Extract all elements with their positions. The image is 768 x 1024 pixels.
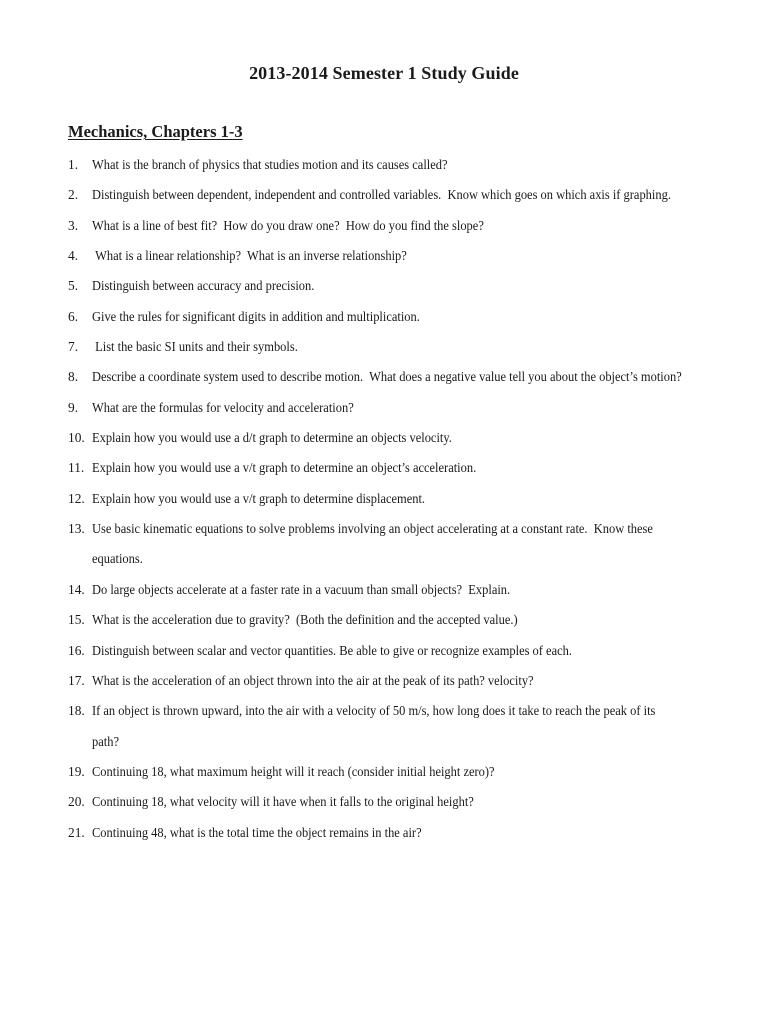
question-item [68,484,728,514]
question-text: What are the formulas for velocity and acceleration? [92,399,354,415]
question-item [68,757,728,787]
question-number: 18. [68,703,85,719]
question-item [68,787,728,817]
question-text: Explain how you would use a v/t graph to determine displacement. [92,490,426,506]
question-text: What is a linear relationship? What is an inverse relationship? [92,248,407,264]
question-number: 8. [68,369,79,385]
question-item [68,271,728,301]
question-item [68,605,728,635]
question-text: List the basic SI units and their symbols. [92,339,298,355]
question-number: 7. [68,339,79,355]
question-text: Distinguish between accuracy and precision. [92,278,315,294]
question-text: Use basic kinematic equations to solve problems involving an object accelerating at a constant rate. Know these equations. [92,521,657,567]
question-item [68,453,728,483]
question-number: 15. [68,612,85,628]
question-item [68,423,728,453]
question-number: 2. [68,187,79,203]
question-number: 9. [68,399,79,415]
question-item [68,636,728,666]
question-item [68,575,728,605]
question-number: 21. [68,824,85,840]
question-text: What is the acceleration due to gravity? (Both the definition and the accepted value.) [92,612,518,628]
question-number: 19. [68,763,85,779]
question-number: 20. [68,794,85,810]
question-item [68,332,728,362]
document-title: 2013-2014 Semester 1 Study Guide [249,63,519,83]
question-item [68,211,728,241]
question-text: What is the acceleration of an object thrown into the air at the peak of its path? velocity? [92,672,534,688]
question-item [68,666,728,696]
question-text: Give the rules for significant digits in addition and multiplication. [92,308,420,324]
question-item [68,818,728,848]
question-number: 1. [68,157,79,172]
question-number: 12. [68,490,85,506]
question-number: 5. [68,278,79,294]
question-item [68,362,728,392]
question-text: Describe a coordinate system used to describe motion. What does a negative value tell you about the object’s motion? [92,369,682,385]
question-text: What is a line of best fit? How do you draw one? How do you find the slope? [92,217,484,233]
question-text: Continuing 18, what velocity will it have when it falls to the original height? [92,794,474,810]
question-number: 16. [68,642,85,658]
question-text: If an object is thrown upward, into the air with a velocity of 50 m/s, how long does it take to reach the peak of its path? [92,703,659,749]
question-text: Continuing 48, what is the total time the object remains in the air? [92,824,422,840]
question-number: 17. [68,672,85,688]
question-number: 14. [68,581,85,597]
question-item [68,393,728,423]
question-number: 3. [68,217,79,233]
question-text: What is the branch of physics that studies motion and its causes called? [92,157,448,172]
question-item [68,150,728,180]
question-text: Explain how you would use a d/t graph to determine an objects velocity. [92,430,452,446]
question-item [68,241,728,271]
question-item [68,514,728,575]
question-item [68,180,728,210]
question-text: Distinguish between scalar and vector quantities. Be able to give or recognize examples of each. [92,642,572,658]
question-number: 13. [68,521,85,537]
question-number: 4. [68,248,79,264]
question-list [68,150,728,848]
question-text: Continuing 18, what maximum height will it reach (consider initial height zero)? [92,763,495,779]
question-number: 10. [68,430,85,446]
question-text: Distinguish between dependent, independent and controlled variables. Know which goes on which axis if graphing. [92,187,671,203]
section-heading: Mechanics, Chapters 1-3 [68,122,243,141]
question-item [68,302,728,332]
question-text: Do large objects accelerate at a faster rate in a vacuum than small objects? Explain. [92,581,511,597]
question-number: 6. [68,308,79,324]
question-number: 11. [68,460,85,476]
question-text: Explain how you would use a v/t graph to determine an object’s acceleration. [92,460,477,476]
question-item [68,696,728,757]
